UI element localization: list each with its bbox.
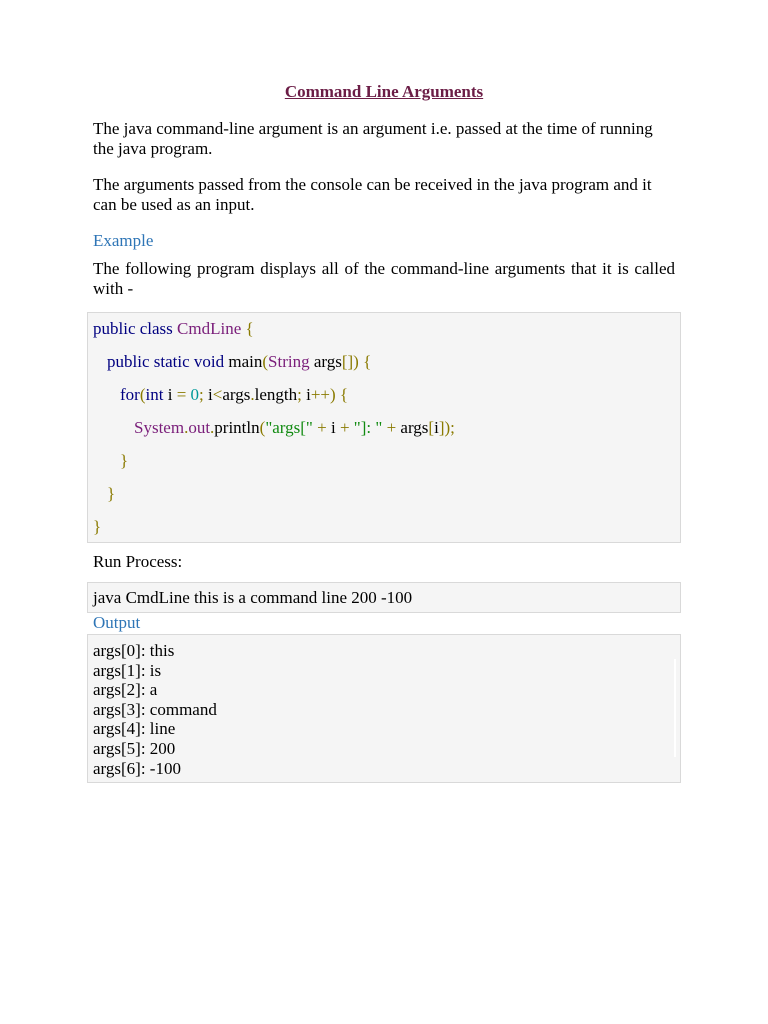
output-divider [674,659,676,757]
run-process-label: Run Process: [93,552,183,571]
output-line: args[4]: line [93,719,176,739]
page-title: Command Line Arguments [284,82,484,101]
output-line: args[3]: command [93,699,217,719]
run-command-block [87,582,681,613]
output-block [87,634,681,783]
output-line: args[2]: a [93,680,158,700]
run-command-text: java CmdLine this is a command line 200 -100 [93,588,413,607]
output-line: args[1]: is [93,660,162,680]
example-intro-paragraph: The following program displays all of the command-line arguments that it is called with - [93,259,675,298]
code-line-5: } [120,451,129,470]
code-line-1: public class CmdLine { [93,319,254,338]
output-line: args[5]: 200 [93,738,176,758]
code-line-6: } [107,484,116,503]
output-line: args[0]: this [93,641,175,660]
output-line: args[6]: -100 [93,758,181,778]
code-block [87,312,681,543]
code-line-3: for(int i = 0; i<args.length; i++) { [120,385,349,404]
code-line-2: public static void main(String args[]) { [107,352,372,371]
code-line-4: System.out.println("args[" + i + "]: " + args[i]); [134,418,455,437]
code-line-7: } [93,517,102,536]
intro-paragraph-1: The java command-line argument is an argument i.e. passed at the time of running the java program. [93,119,653,158]
output-heading: Output [93,613,141,632]
example-heading: Example [93,231,154,250]
output-lines [93,641,217,778]
intro-paragraph-2: The arguments passed from the console can be received in the java program and it can be used as an input. [93,175,652,214]
